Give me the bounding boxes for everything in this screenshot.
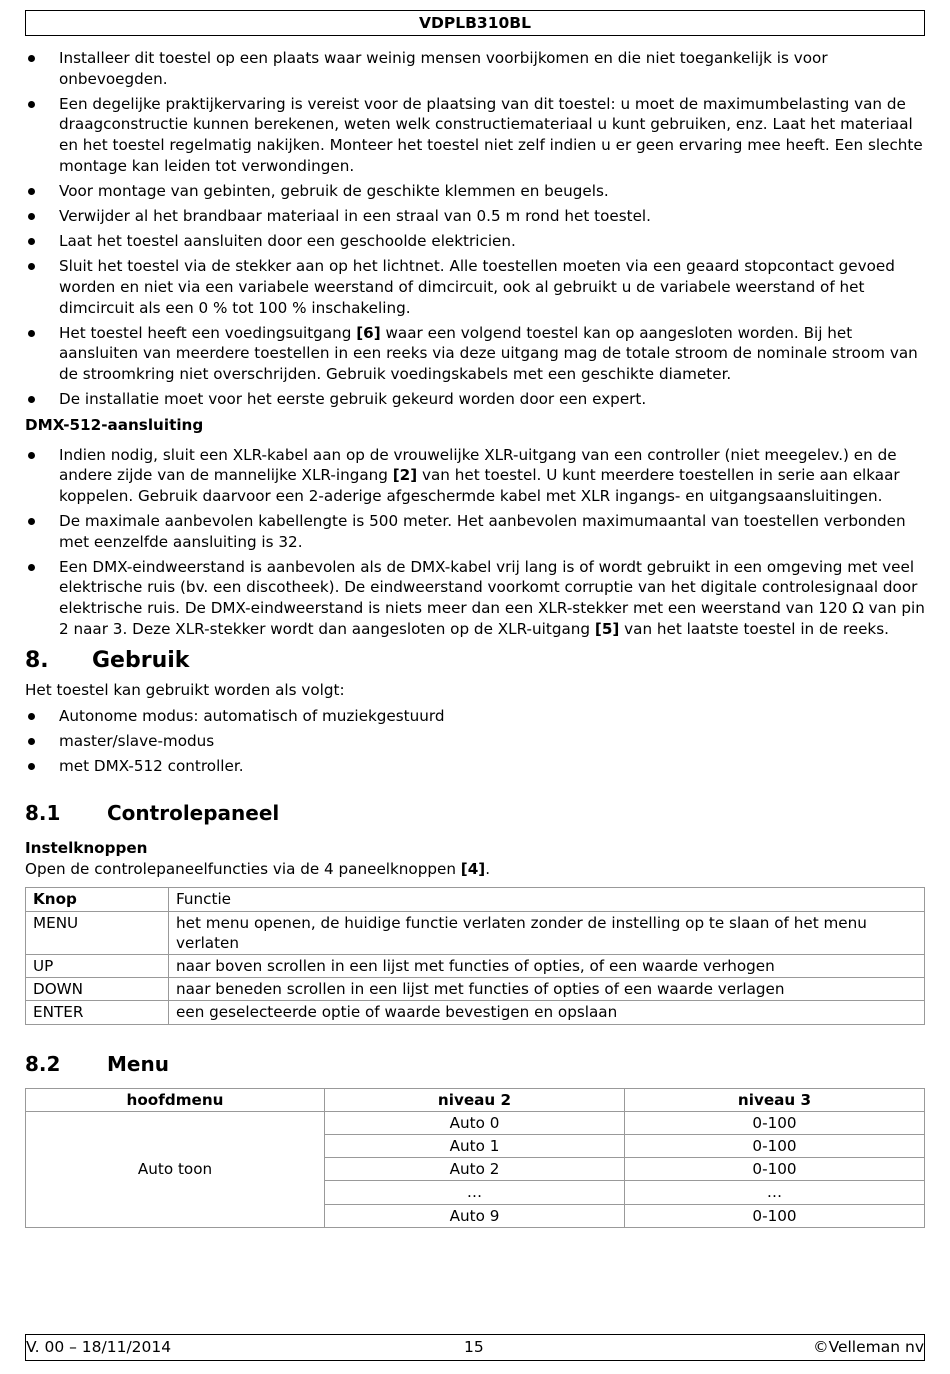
- list-item: met DMX-512 controller.: [25, 756, 925, 777]
- table-header-row: [26, 888, 925, 911]
- table-cell: ENTER: [26, 1001, 169, 1024]
- list-item: Sluit het toestel via de stekker aan op het lichtnet. Alle toestellen moeten via een geaard stopcontact gevoed worden en niet via een variabele weerstand of dimcircuit, ook al gebruikt u de variabele weerstand of het dimcircuit als een 0 % tot 100 % inschakeling.: [25, 256, 925, 318]
- table-cell: Auto 0: [325, 1111, 625, 1134]
- table-row: [26, 954, 925, 977]
- bullet-icon: [28, 713, 35, 720]
- bullet-icon: [28, 330, 35, 337]
- table-cell: UP: [26, 954, 169, 977]
- list-item: Een degelijke praktijkervaring is vereist voor de plaatsing van dit toestel: u moet de maximumbelasting van de draagconstructie kunnen berekenen, weten welk constructiemateriaal u kunt gebruiken, enz. Laat het materiaal en het toestel regelmatig nakijken. Monteer het toestel niet zelf indien u er geen ervaring mee heeft. Een slechte montage kan leiden tot verwondingen.: [25, 94, 925, 176]
- bullet-icon: [28, 101, 35, 108]
- list-item: Het toestel heeft een voedingsuitgang [6] waar een volgend toestel kan op aangesloten worden. Bij het aansluiten van meerdere toestellen in een reeks via deze uitgang mag de totale stroom de nominale stroom van de stroomkring niet overschrijden. Gebruik voedingskabels met een geschikte diameter.: [25, 323, 925, 385]
- table-row: [26, 1001, 925, 1024]
- table-cell: naar beneden scrollen in een lijst met functies of opties of een waarde verlagen: [169, 978, 925, 1001]
- page-header: [25, 10, 925, 36]
- reference-marker: [5]: [594, 619, 620, 638]
- dmx-list: [25, 445, 925, 640]
- footer-version: V. 00 – 18/11/2014: [26, 1338, 172, 1356]
- bullet-icon: [28, 763, 35, 770]
- list-item: Indien nodig, sluit een XLR-kabel aan op de vrouwelijke XLR-uitgang van een controller (niet meegelev.) en de andere zijde van de mannelijke XLR-ingang [2] van het toestel. U kunt meerdere toestellen in serie aan elkaar koppelen. Gebruik daarvoor een 2-aderige afgeschermde kabel met XLR ingangs- en uitgangsaansluitingen.: [25, 445, 925, 507]
- reference-marker: [2]: [392, 466, 418, 485]
- bullet-icon: [28, 213, 35, 220]
- list-item: De installatie moet voor het eerste gebruik gekeurd worden door een expert.: [25, 389, 925, 410]
- list-item: Voor montage van gebinten, gebruik de geschikte klemmen en beugels.: [25, 181, 925, 202]
- section-heading: 8.2 Menu: [25, 1051, 169, 1076]
- list-item: Een DMX-eindweerstand is aanbevolen als de DMX-kabel vrij lang is of wordt gebruikt in een omgeving met veel elektrische ruis (bv. een discotheek). De eindweerstand voorkomt corruptie van het digitale controlesignaal door elektrische ruis. De DMX-eindweerstand is niets meer dan een XLR-stekker met een weerstand van 120 Ω van pin 2 naar 3. Deze XLR-stekker wordt dan aangesloten op de XLR-uitgang [5] van het laatste toestel in de reeks.: [25, 557, 925, 639]
- section-heading: 8. Gebruik: [25, 648, 190, 674]
- table-cell: MENU: [26, 911, 169, 954]
- section-intro: Het toestel kan gebruikt worden als volgt:: [25, 681, 345, 700]
- table-header-cell: niveau 3: [625, 1088, 925, 1111]
- table-cell: Auto 1: [325, 1134, 625, 1157]
- list-item: De maximale aanbevolen kabellengte is 500 meter. Het aanbevolen maximumaantal van toestellen verbonden met eenzelfde aansluiting is 32.: [25, 511, 925, 552]
- installation-list: [25, 48, 925, 410]
- bullet-icon: [28, 564, 35, 571]
- list-item: Verwijder al het brandbaar materiaal in een straal van 0.5 m rond het toestel.: [25, 206, 925, 227]
- dmx-heading: DMX-512-aansluiting: [25, 415, 204, 434]
- table-cell: 0-100: [625, 1204, 925, 1227]
- table-row: [26, 1111, 925, 1134]
- reference-marker: [4]: [460, 859, 486, 878]
- table-cell: 0-100: [625, 1111, 925, 1134]
- table-header-row: [26, 1088, 925, 1111]
- document-title: VDPLB310BL: [419, 14, 531, 32]
- page-content: [25, 48, 925, 1228]
- bullet-icon: [28, 738, 35, 745]
- table-cell: 0-100: [625, 1134, 925, 1157]
- table-cell: een geselecteerde optie of waarde bevestigen en opslaan: [169, 1001, 925, 1024]
- table-header-cell: hoofdmenu: [26, 1088, 325, 1111]
- table-header-cell: Functie: [169, 888, 925, 911]
- reference-marker: [6]: [356, 323, 381, 342]
- list-item: Laat het toestel aansluiten door een geschoolde elektricien.: [25, 231, 925, 252]
- bullet-icon: [28, 518, 35, 525]
- page-number: 15: [464, 1338, 484, 1356]
- list-item: master/slave-modus: [25, 731, 925, 752]
- table-cell: …: [625, 1181, 925, 1204]
- bullet-icon: [28, 188, 35, 195]
- section-heading: 8.1 Controlepaneel: [25, 800, 280, 825]
- page-footer: [25, 1334, 925, 1361]
- menu-table: [25, 1088, 925, 1228]
- controls-table: [25, 887, 925, 1024]
- mode-list: [25, 706, 925, 777]
- table-cell: Auto toon: [26, 1111, 325, 1227]
- table-header-cell: niveau 2: [325, 1088, 625, 1111]
- subsection-heading: Instelknoppen: [25, 838, 148, 857]
- list-item: Autonome modus: automatisch of muziekgestuurd: [25, 706, 925, 727]
- section-intro: Open de controlepaneelfuncties via de 4 paneelknoppen [4].: [25, 859, 491, 878]
- bullet-icon: [28, 238, 35, 245]
- table-cell: …: [325, 1181, 625, 1204]
- table-cell: 0-100: [625, 1158, 925, 1181]
- bullet-icon: [28, 55, 35, 62]
- table-row: [26, 978, 925, 1001]
- table-cell: DOWN: [26, 978, 169, 1001]
- bullet-icon: [28, 263, 35, 270]
- bullet-icon: [28, 396, 35, 403]
- footer-copyright: ©Velleman nv: [813, 1338, 924, 1356]
- table-cell: het menu openen, de huidige functie verlaten zonder de instelling op te slaan of het menu verlaten: [169, 911, 925, 954]
- table-cell: Auto 9: [325, 1204, 625, 1227]
- table-cell: Auto 2: [325, 1158, 625, 1181]
- table-cell: naar boven scrollen in een lijst met functies of opties, of een waarde verhogen: [169, 954, 925, 977]
- bullet-icon: [28, 452, 35, 459]
- table-header-cell: Knop: [26, 888, 169, 911]
- list-item: Installeer dit toestel op een plaats waar weinig mensen voorbijkomen en die niet toegankelijk is voor onbevoegden.: [25, 48, 925, 89]
- table-row: [26, 911, 925, 954]
